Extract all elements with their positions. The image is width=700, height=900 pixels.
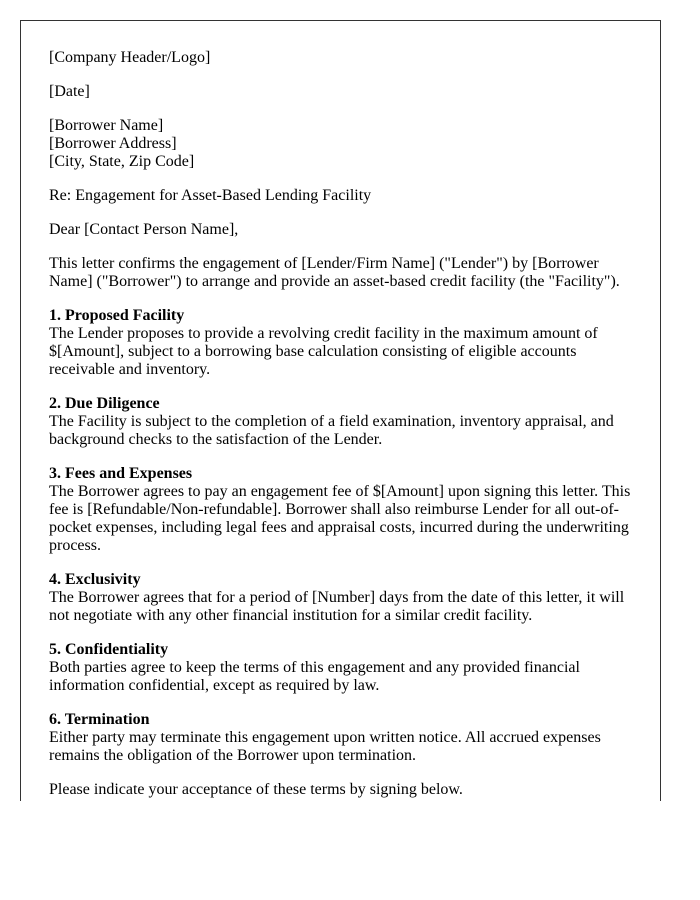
engagement-letter [20, 20, 661, 801]
section-confidentiality [49, 641, 632, 695]
recipient-address-block [49, 117, 632, 171]
section-due-diligence [49, 395, 632, 449]
section-body: The Facility is subject to the completion of a field examination, inventory appraisal, and background checks to the satisfaction of the Lender. [49, 413, 614, 448]
section-title: 4. Exclusivity [49, 571, 141, 588]
section-fees-and-expenses [49, 465, 632, 555]
section-title: 5. Confidentiality [49, 641, 169, 658]
section-exclusivity [49, 571, 632, 625]
section-title: 2. Due Diligence [49, 395, 160, 412]
section-body: The Borrower agrees to pay an engagement fee of $[Amount] upon signing this letter. This fee is [Refundable/Non-refundable]. Borrower shall also reimburse Lender for all out-of-pocket expenses, including legal fees and appraisal costs, incurred during the underwriting process. [49, 483, 631, 554]
section-title: 3. Fees and Expenses [49, 465, 193, 482]
closing-paragraph: Please indicate your acceptance of these terms by signing below. [49, 781, 463, 798]
section-body: Either party may terminate this engagement upon written notice. All accrued expenses remains the obligation of the Borrower upon termination. [49, 729, 601, 764]
recipient-city-state-zip: [City, State, Zip Code] [49, 153, 195, 170]
section-title: 6. Termination [49, 711, 150, 728]
company-header: [Company Header/Logo] [49, 49, 211, 66]
salutation: Dear [Contact Person Name], [49, 221, 239, 238]
letter-date: [Date] [49, 83, 90, 100]
section-proposed-facility [49, 307, 632, 379]
section-body: The Borrower agrees that for a period of [Number] days from the date of this letter, it will not negotiate with any other financial institution for a similar credit facility. [49, 589, 625, 624]
intro-paragraph: This letter confirms the engagement of [Lender/Firm Name] ("Lender") by [Borrower Name] ("Borrower") to arrange and provide an asset-based credit facility (the "Facility"). [49, 255, 620, 290]
section-body: Both parties agree to keep the terms of this engagement and any provided financial information confidential, except as required by law. [49, 659, 580, 694]
section-body: The Lender proposes to provide a revolving credit facility in the maximum amount of $[Amount], subject to a borrowing base calculation consisting of eligible accounts receivable and inventory. [49, 325, 598, 378]
recipient-address: [Borrower Address] [49, 135, 177, 152]
section-title: 1. Proposed Facility [49, 307, 185, 324]
subject-line: Re: Engagement for Asset-Based Lending Facility [49, 187, 372, 204]
recipient-name: [Borrower Name] [49, 117, 164, 134]
section-termination [49, 711, 632, 765]
